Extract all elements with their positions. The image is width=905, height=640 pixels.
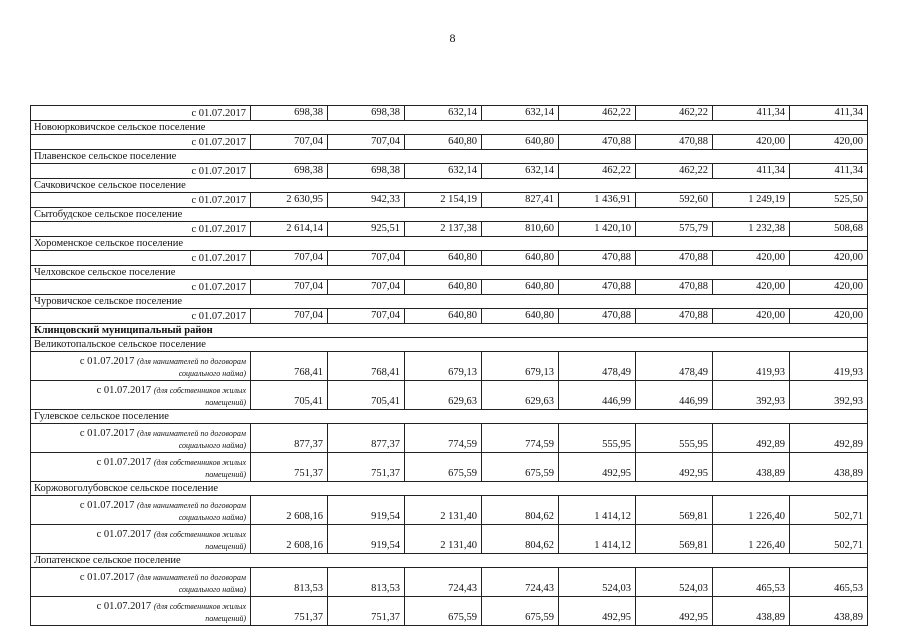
value-cell: 640,80 — [405, 135, 482, 150]
settlement-name: Великотопальское сельское поселение — [31, 338, 868, 352]
settlement-row — [31, 410, 868, 424]
value-cell: 411,34 — [790, 106, 868, 121]
value-cell: 392,93 — [790, 381, 868, 410]
value-cell: 774,59 — [405, 424, 482, 453]
value-cell: 629,63 — [405, 381, 482, 410]
page-number: 8 — [449, 31, 456, 45]
table-row — [31, 525, 868, 554]
value-cell: 492,95 — [559, 597, 636, 626]
value-cell: 751,37 — [328, 453, 405, 482]
value-cell: 640,80 — [405, 280, 482, 295]
period-date: с 01.07.2017 — [96, 601, 152, 612]
period-cell: с 01.07.2017 — [31, 280, 251, 295]
period-note: (для нанимателей по договорам — [137, 429, 246, 438]
tariff-table — [30, 105, 868, 626]
settlement-row — [31, 482, 868, 496]
settlement-name: Хороменское сельское поселение — [31, 237, 868, 251]
value-cell: 420,00 — [790, 280, 868, 295]
value-cell: 707,04 — [328, 135, 405, 150]
value-cell: 768,41 — [328, 352, 405, 381]
settlement-row — [31, 150, 868, 164]
value-cell: 813,53 — [328, 568, 405, 597]
value-cell: 462,22 — [636, 164, 713, 179]
period-note: (для нанимателей по договорам — [137, 573, 246, 582]
value-cell: 438,89 — [790, 597, 868, 626]
table-row — [31, 222, 868, 237]
settlement-name: Новоюрковичское сельское поселение — [31, 121, 868, 135]
settlement-name: Лопатенское сельское поселение — [31, 554, 868, 568]
period-note: (для собственников жилых — [153, 602, 246, 611]
settlement-name: Чуровичское сельское поселение — [31, 295, 868, 309]
value-cell: 707,04 — [251, 280, 328, 295]
period-cell — [31, 568, 251, 597]
value-cell: 524,03 — [559, 568, 636, 597]
period-date: с 01.07.2017 — [96, 385, 152, 396]
value-cell: 462,22 — [636, 106, 713, 121]
period-note: помещений) — [205, 614, 246, 623]
period-cell: с 01.07.2017 — [31, 251, 251, 266]
table-row — [31, 568, 868, 597]
period-note: помещений) — [205, 470, 246, 479]
period-cell: с 01.07.2017 — [31, 135, 251, 150]
value-cell: 707,04 — [328, 309, 405, 324]
settlement-row — [31, 295, 868, 309]
value-cell: 705,41 — [251, 381, 328, 410]
value-cell: 640,80 — [482, 251, 559, 266]
period-cell — [31, 453, 251, 482]
value-cell: 640,80 — [405, 309, 482, 324]
settlement-row — [31, 121, 868, 135]
table-row — [31, 309, 868, 324]
value-cell: 2 131,40 — [405, 496, 482, 525]
value-cell: 446,99 — [559, 381, 636, 410]
table-row — [31, 496, 868, 525]
value-cell: 2 608,16 — [251, 525, 328, 554]
period-note: помещений) — [205, 398, 246, 407]
value-cell: 813,53 — [251, 568, 328, 597]
settlement-row — [31, 208, 868, 222]
value-cell: 640,80 — [482, 135, 559, 150]
period-cell — [31, 381, 251, 410]
value-cell: 632,14 — [405, 106, 482, 121]
period-note: (для собственников жилых — [153, 386, 246, 395]
value-cell: 411,34 — [713, 106, 790, 121]
value-cell: 632,14 — [482, 106, 559, 121]
value-cell: 877,37 — [251, 424, 328, 453]
value-cell: 640,80 — [482, 309, 559, 324]
value-cell: 2 137,38 — [405, 222, 482, 237]
value-cell: 1 226,40 — [713, 525, 790, 554]
value-cell: 420,00 — [713, 309, 790, 324]
settlement-name: Сытобудское сельское поселение — [31, 208, 868, 222]
value-cell: 478,49 — [559, 352, 636, 381]
period-note: (для собственников жилых — [153, 530, 246, 539]
value-cell: 411,34 — [713, 164, 790, 179]
value-cell: 751,37 — [328, 597, 405, 626]
period-note: социального найма) — [178, 441, 246, 450]
period-date: с 01.07.2017 — [79, 500, 135, 511]
value-cell: 420,00 — [713, 280, 790, 295]
value-cell: 2 614,14 — [251, 222, 328, 237]
value-cell: 768,41 — [251, 352, 328, 381]
period-date: с 01.07.2017 — [96, 529, 152, 540]
value-cell: 675,59 — [405, 597, 482, 626]
value-cell: 492,95 — [636, 453, 713, 482]
value-cell: 804,62 — [482, 496, 559, 525]
period-note: помещений) — [205, 542, 246, 551]
table-row — [31, 193, 868, 208]
period-cell: с 01.07.2017 — [31, 222, 251, 237]
value-cell: 438,89 — [713, 597, 790, 626]
district-row — [31, 324, 868, 338]
value-cell: 679,13 — [482, 352, 559, 381]
value-cell: 675,59 — [405, 453, 482, 482]
value-cell: 569,81 — [636, 525, 713, 554]
settlement-row — [31, 266, 868, 280]
period-note: (для нанимателей по договорам — [137, 501, 246, 510]
settlement-name: Плавенское сельское поселение — [31, 150, 868, 164]
value-cell: 919,54 — [328, 496, 405, 525]
value-cell: 707,04 — [328, 280, 405, 295]
period-date: с 01.07.2017 — [79, 572, 135, 583]
value-cell: 707,04 — [251, 251, 328, 266]
value-cell: 470,88 — [559, 309, 636, 324]
period-note: (для собственников жилых — [153, 458, 246, 467]
period-date: с 01.07.2017 — [79, 356, 135, 367]
value-cell: 724,43 — [482, 568, 559, 597]
value-cell: 705,41 — [328, 381, 405, 410]
period-note: (для нанимателей по договорам — [137, 357, 246, 366]
value-cell: 698,38 — [251, 106, 328, 121]
value-cell: 1 414,12 — [559, 496, 636, 525]
value-cell: 492,89 — [790, 424, 868, 453]
value-cell: 569,81 — [636, 496, 713, 525]
value-cell: 575,79 — [636, 222, 713, 237]
table-row — [31, 453, 868, 482]
table-row — [31, 106, 868, 121]
value-cell: 804,62 — [482, 525, 559, 554]
period-note: социального найма) — [178, 513, 246, 522]
value-cell: 629,63 — [482, 381, 559, 410]
settlement-name: Гулевское сельское поселение — [31, 410, 868, 424]
value-cell: 877,37 — [328, 424, 405, 453]
period-cell — [31, 496, 251, 525]
period-cell: с 01.07.2017 — [31, 193, 251, 208]
value-cell: 419,93 — [790, 352, 868, 381]
value-cell: 2 131,40 — [405, 525, 482, 554]
period-note: социального найма) — [178, 369, 246, 378]
settlement-row — [31, 338, 868, 352]
table-row — [31, 381, 868, 410]
value-cell: 1 226,40 — [713, 496, 790, 525]
value-cell: 555,95 — [559, 424, 636, 453]
period-date: с 01.07.2017 — [96, 457, 152, 468]
value-cell: 707,04 — [251, 135, 328, 150]
settlement-name: Челховское сельское поселение — [31, 266, 868, 280]
value-cell: 827,41 — [482, 193, 559, 208]
table-body — [31, 106, 868, 626]
value-cell: 420,00 — [790, 309, 868, 324]
value-cell: 524,03 — [636, 568, 713, 597]
table-row — [31, 424, 868, 453]
value-cell: 508,68 — [790, 222, 868, 237]
value-cell: 925,51 — [328, 222, 405, 237]
value-cell: 2 608,16 — [251, 496, 328, 525]
settlement-name: Коржовоголубовское сельское поселение — [31, 482, 868, 496]
district-name: Клинцовский муниципальный район — [31, 324, 868, 338]
value-cell: 698,38 — [328, 106, 405, 121]
settlement-row — [31, 237, 868, 251]
value-cell: 465,53 — [713, 568, 790, 597]
value-cell: 774,59 — [482, 424, 559, 453]
table-row — [31, 280, 868, 295]
table-row — [31, 597, 868, 626]
value-cell: 462,22 — [559, 106, 636, 121]
value-cell: 470,88 — [559, 280, 636, 295]
value-cell: 1 249,19 — [713, 193, 790, 208]
table-row — [31, 135, 868, 150]
value-cell: 751,37 — [251, 597, 328, 626]
value-cell: 470,88 — [636, 135, 713, 150]
value-cell: 942,33 — [328, 193, 405, 208]
period-cell: с 01.07.2017 — [31, 106, 251, 121]
value-cell: 698,38 — [328, 164, 405, 179]
value-cell: 438,89 — [790, 453, 868, 482]
settlement-row — [31, 554, 868, 568]
value-cell: 470,88 — [636, 309, 713, 324]
value-cell: 470,88 — [559, 135, 636, 150]
value-cell: 675,59 — [482, 597, 559, 626]
value-cell: 492,89 — [713, 424, 790, 453]
value-cell: 698,38 — [251, 164, 328, 179]
value-cell: 492,95 — [559, 453, 636, 482]
value-cell: 919,54 — [328, 525, 405, 554]
value-cell: 470,88 — [636, 251, 713, 266]
value-cell: 470,88 — [559, 251, 636, 266]
value-cell: 420,00 — [790, 135, 868, 150]
value-cell: 465,53 — [790, 568, 868, 597]
value-cell: 462,22 — [559, 164, 636, 179]
period-cell — [31, 352, 251, 381]
value-cell: 632,14 — [482, 164, 559, 179]
value-cell: 502,71 — [790, 525, 868, 554]
value-cell: 420,00 — [713, 251, 790, 266]
value-cell: 632,14 — [405, 164, 482, 179]
value-cell: 419,93 — [713, 352, 790, 381]
value-cell: 420,00 — [713, 135, 790, 150]
value-cell: 2 154,19 — [405, 193, 482, 208]
period-cell — [31, 597, 251, 626]
settlement-row — [31, 179, 868, 193]
value-cell: 446,99 — [636, 381, 713, 410]
settlement-name: Сачковичское сельское поселение — [31, 179, 868, 193]
value-cell: 420,00 — [790, 251, 868, 266]
period-date: с 01.07.2017 — [79, 428, 135, 439]
table-row — [31, 251, 868, 266]
value-cell: 640,80 — [405, 251, 482, 266]
value-cell: 675,59 — [482, 453, 559, 482]
value-cell: 525,50 — [790, 193, 868, 208]
value-cell: 411,34 — [790, 164, 868, 179]
table-row — [31, 164, 868, 179]
value-cell: 724,43 — [405, 568, 482, 597]
value-cell: 751,37 — [251, 453, 328, 482]
value-cell: 1 420,10 — [559, 222, 636, 237]
value-cell: 478,49 — [636, 352, 713, 381]
table-row — [31, 352, 868, 381]
value-cell: 1 414,12 — [559, 525, 636, 554]
period-note: социального найма) — [178, 585, 246, 594]
value-cell: 679,13 — [405, 352, 482, 381]
value-cell: 2 630,95 — [251, 193, 328, 208]
period-cell — [31, 525, 251, 554]
period-cell: с 01.07.2017 — [31, 309, 251, 324]
value-cell: 1 436,91 — [559, 193, 636, 208]
value-cell: 592,60 — [636, 193, 713, 208]
value-cell: 640,80 — [482, 280, 559, 295]
value-cell: 502,71 — [790, 496, 868, 525]
value-cell: 707,04 — [251, 309, 328, 324]
value-cell: 492,95 — [636, 597, 713, 626]
value-cell: 392,93 — [713, 381, 790, 410]
value-cell: 810,60 — [482, 222, 559, 237]
value-cell: 470,88 — [636, 280, 713, 295]
value-cell: 707,04 — [328, 251, 405, 266]
period-cell: с 01.07.2017 — [31, 164, 251, 179]
period-cell — [31, 424, 251, 453]
value-cell: 1 232,38 — [713, 222, 790, 237]
value-cell: 555,95 — [636, 424, 713, 453]
value-cell: 438,89 — [713, 453, 790, 482]
